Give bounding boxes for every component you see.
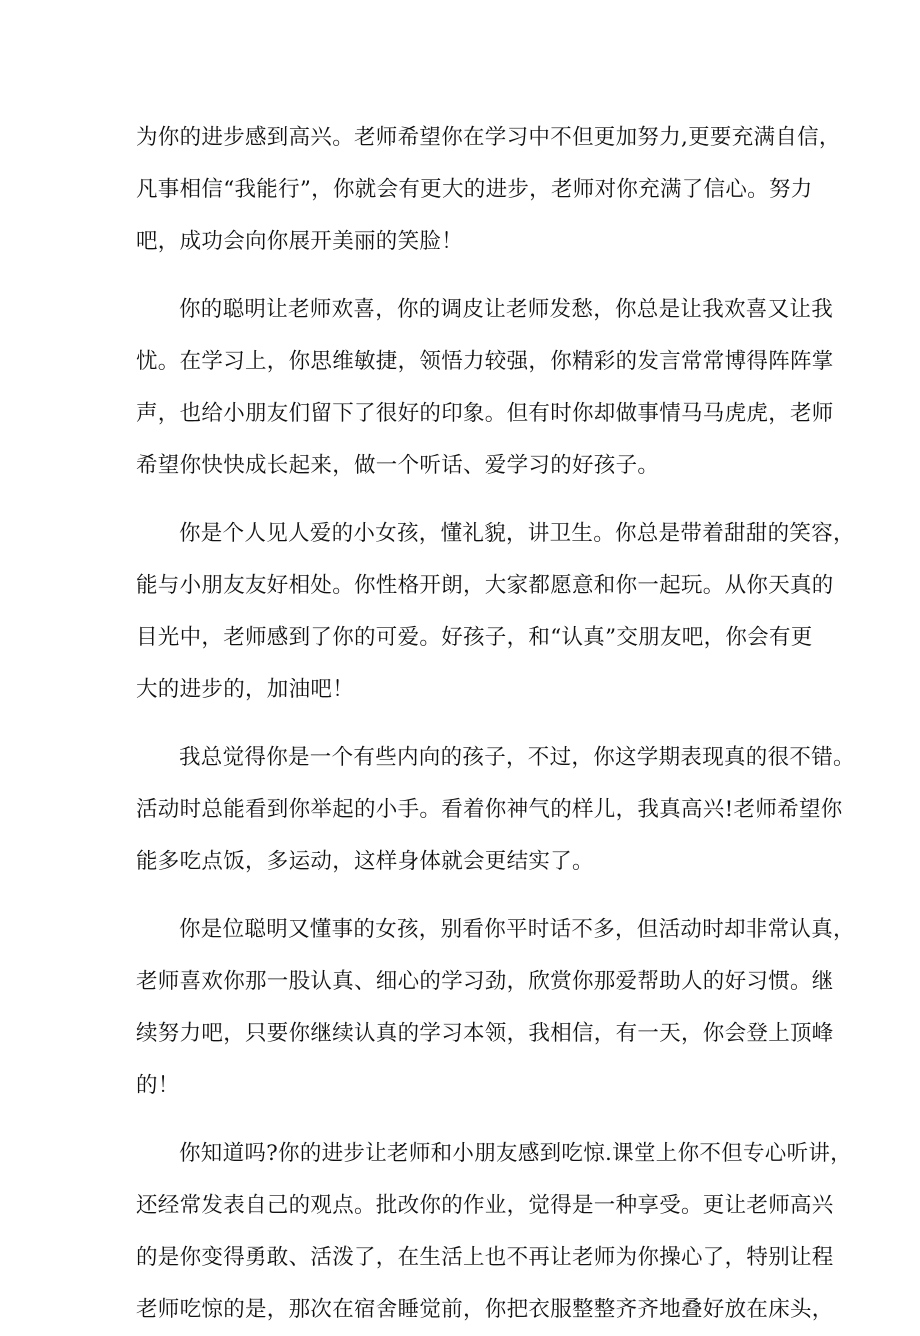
- paragraph-line: 为你的进步感到高兴。老师希望你在学习中不但更加努力,更要充满自信，: [136, 125, 841, 150]
- paragraph-line: 的！: [136, 1073, 180, 1098]
- paragraph-5: [136, 904, 855, 1112]
- paragraph-line: 老师吃惊的是，那次在宿舍睡觉前，你把衣服整整齐齐地叠好放在床头，: [136, 1297, 834, 1322]
- paragraph-line: 你的聪明让老师欢喜，你的调皮让老师发愁，你总是让我欢喜又让我: [179, 297, 834, 322]
- paragraph-line: 还经常发表自己的观点。批改你的作业，觉得是一种享受。更让老师高兴: [136, 1193, 834, 1218]
- paragraph-line: 忧。在学习上，你思维敏捷，领悟力较强，你精彩的发言常常博得阵阵掌: [136, 349, 834, 374]
- paragraph-line: 大的进步的，加油吧！: [136, 677, 355, 702]
- paragraph-line: 能与小朋友友好相处。你性格开朗，大家都愿意和你一起玩。从你天真的: [136, 573, 834, 598]
- paragraph-1: [136, 112, 841, 268]
- paragraph-line: 活动时总能看到你举起的小手。看着你神气的样儿，我真高兴!老师希望你: [136, 797, 843, 822]
- paragraph-4: [136, 732, 855, 888]
- paragraph-line: 能多吃点饭，多运动，这样身体就会更结实了。: [136, 849, 594, 874]
- paragraph-line: 声，也给小朋友们留下了很好的印象。但有时你却做事情马马虎虎，老师: [136, 401, 834, 426]
- paragraph-line: 凡事相信“我能行”，你就会有更大的进步，老师对你充满了信心。努力: [136, 177, 813, 202]
- paragraph-2: [136, 284, 834, 492]
- paragraph-line: 希望你快快成长起来，做一个听话、爱学习的好孩子。: [136, 453, 660, 478]
- paragraph-line: 老师喜欢你那一股认真、细心的学习劲，欣赏你那爱帮助人的好习惯。继: [136, 969, 834, 994]
- document-body: [136, 112, 855, 1336]
- paragraph-3: [136, 508, 855, 716]
- paragraph-line: 你是个人见人爱的小女孩，懂礼貌，讲卫生。你总是带着甜甜的笑容，: [179, 521, 855, 546]
- paragraph-line: 吧，成功会向你展开美丽的笑脸！: [136, 229, 464, 254]
- paragraph-line: 你是位聪明又懂事的女孩，别看你平时话不多，但活动时却非常认真，: [179, 917, 855, 942]
- paragraph-line: 你知道吗?你的进步让老师和小朋友感到吃惊.课堂上你不但专心听讲，: [179, 1141, 852, 1166]
- paragraph-line: 的是你变得勇敢、活泼了，在生活上也不再让老师为你操心了，特别让程: [136, 1245, 834, 1270]
- paragraph-line: 我总觉得你是一个有些内向的孩子，不过，你这学期表现真的很不错。: [179, 745, 855, 770]
- paragraph-6: [136, 1128, 852, 1336]
- paragraph-line: 目光中，老师感到了你的可爱。好孩子，和“认真”交朋友吧，你会有更: [136, 625, 813, 650]
- paragraph-line: 续努力吧，只要你继续认真的学习本领，我相信，有一天，你会登上顶峰: [136, 1021, 834, 1046]
